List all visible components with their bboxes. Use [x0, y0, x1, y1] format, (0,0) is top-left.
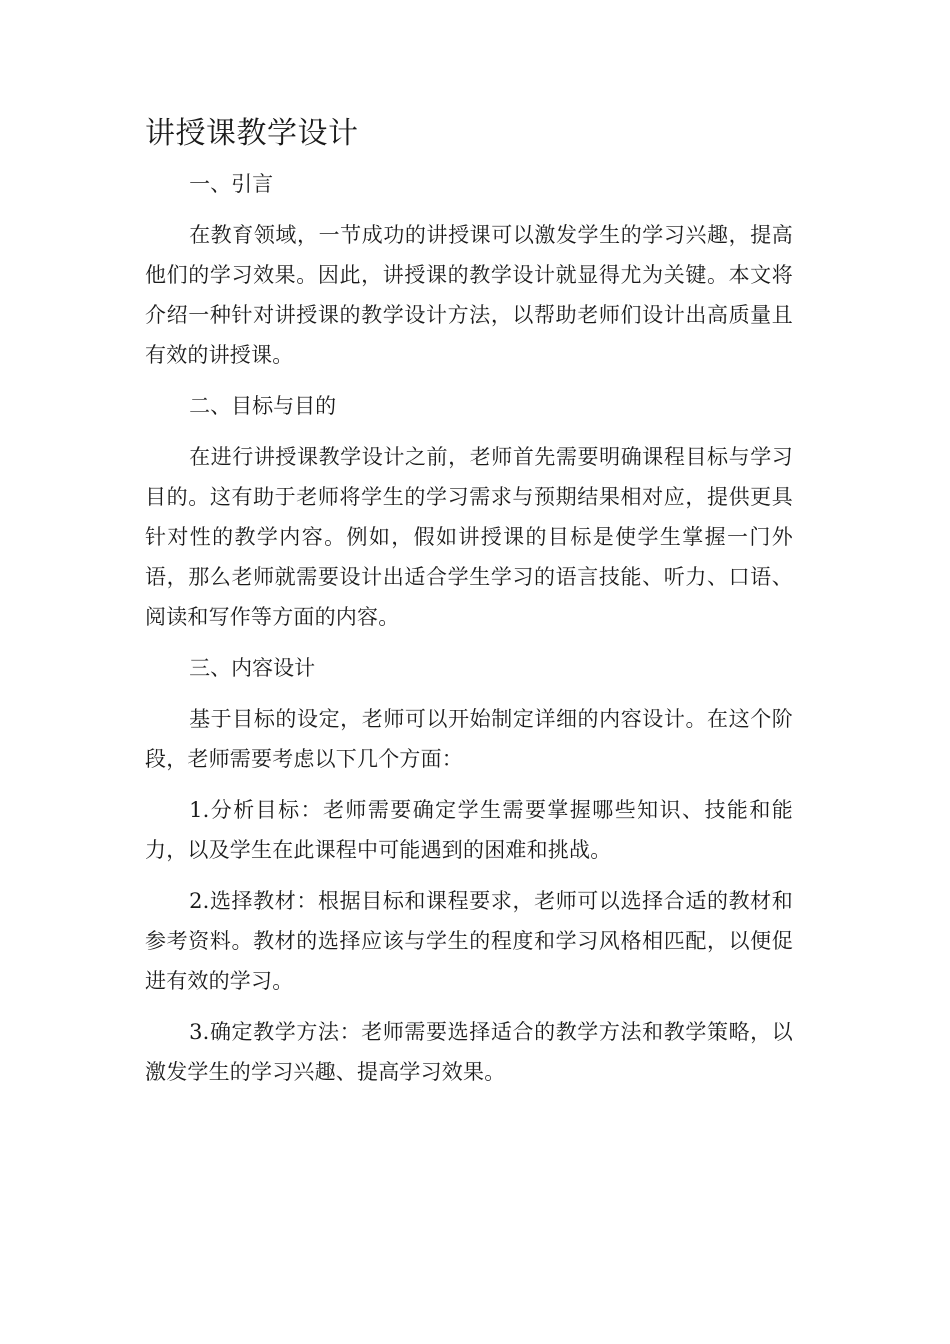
- section-introduction: [145, 164, 793, 375]
- paragraph: 在进行讲授课教学设计之前，老师首先需要明确课程目标与学习目的。这有助于老师将学生的学习需求与预期结果相对应，提供更具针对性的教学内容。例如，假如讲授课的目标是使学生掌握一门外语，那么老师就需要设计出适合学生学习的语言技能、听力、口语、阅读和写作等方面的内容。: [145, 445, 793, 629]
- section-goals: [145, 386, 793, 637]
- section-content-design: [145, 648, 793, 1092]
- list-item: 2.选择教材：根据目标和课程要求，老师可以选择合适的教材和参考资料。教材的选择应该与学生的程度和学习风格相匹配，以便促进有效的学习。: [145, 889, 793, 993]
- paragraph: 在教育领域，一节成功的讲授课可以激发学生的学习兴趣，提高他们的学习效果。因此，讲授课的教学设计就显得尤为关键。本文将介绍一种针对讲授课的教学设计方法，以帮助老师们设计出高质量且有效的讲授课。: [145, 223, 793, 367]
- paragraph: 基于目标的设定，老师可以开始制定详细的内容设计。在这个阶段，老师需要考虑以下几个方面：: [145, 707, 793, 771]
- document-title: 讲授课教学设计: [145, 116, 359, 151]
- section-heading: 一、引言: [189, 172, 274, 196]
- section-heading: 三、内容设计: [189, 656, 316, 680]
- document-page: [145, 110, 793, 1103]
- list-item: 3.确定教学方法：老师需要选择适合的教学方法和教学策略，以激发学生的学习兴趣、提高学习效果。: [145, 1020, 793, 1084]
- list-item: 1.分析目标：老师需要确定学生需要掌握哪些知识、技能和能力，以及学生在此课程中可能遇到的困难和挑战。: [145, 798, 793, 862]
- section-heading: 二、目标与目的: [189, 394, 337, 418]
